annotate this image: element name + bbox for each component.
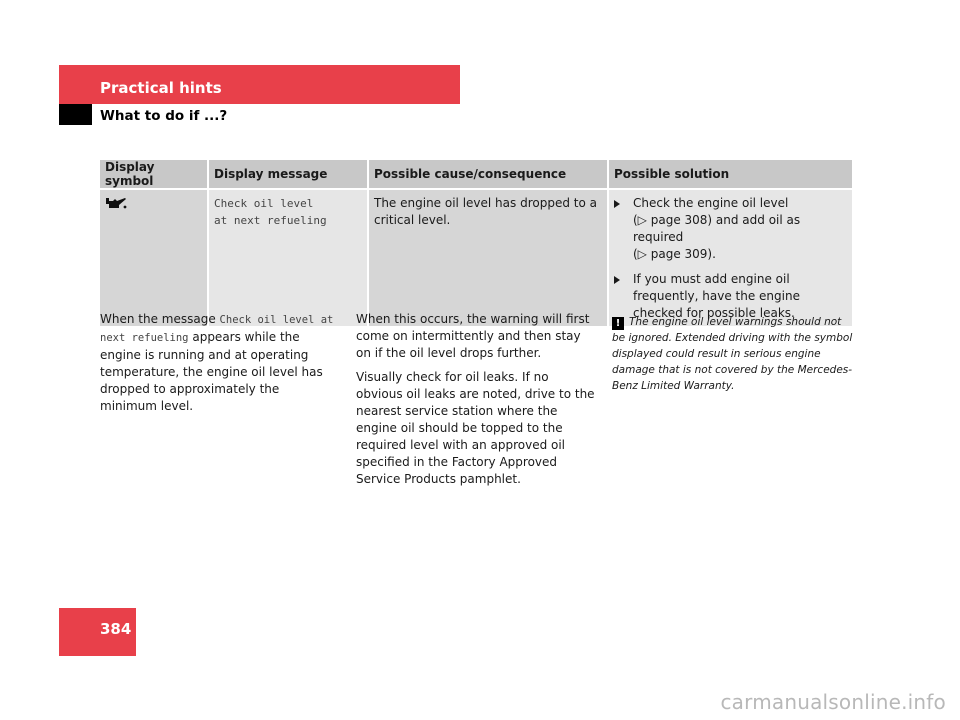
bullet-arrow-icon (614, 276, 620, 284)
inline-display-message: Check oil level at next refueling (100, 314, 334, 344)
cause-cell: The engine oil level has dropped to a critical level. (368, 189, 608, 326)
page-number: 384 (100, 620, 132, 638)
header-possible-solution: Possible solution (608, 160, 852, 189)
header-display-message: Display message (208, 160, 368, 189)
solution-item (614, 195, 847, 263)
watermark: carmanualsonline.info (720, 690, 946, 714)
left-column (100, 311, 338, 422)
header-possible-cause: Possible cause/consequence (368, 160, 608, 189)
solution-1-line-3: (▷ page 309). (633, 247, 716, 261)
warning-note (612, 314, 857, 394)
solution-1-line-2: (▷ page 308) and add oil as required (633, 213, 801, 244)
warning-text: The engine oil level warnings should not be ignored. Extended driving with the symbol displayed could result in serious engine damage that is not covered by the Mercedes-Benz Limited Warranty. (612, 316, 853, 392)
middle-paragraph-1: When this occurs, the warning will first come on intermittently and then stay on if the oil level drops further. (356, 312, 590, 360)
table-header-row (100, 160, 852, 189)
header-display-symbol: Display symbol (100, 160, 208, 189)
oil-can-icon (105, 197, 127, 216)
left-suffix: appears while the engine is running and at operating temperature, the engine oil level has dropped to approximately the minimum level. (100, 330, 323, 413)
display-symbol-cell (100, 189, 208, 326)
subsection-tab (59, 104, 92, 125)
warning-exclamation-icon: ! (612, 317, 624, 330)
solution-cell (608, 189, 852, 326)
display-message-cell (208, 189, 368, 326)
table-row (100, 189, 852, 326)
left-prefix: When the message (100, 312, 216, 326)
section-title: Practical hints (100, 79, 222, 97)
middle-paragraph-2: Visually check for oil leaks. If no obvious oil leaks are noted, drive to the nearest service station where the engine oil should be topped to the required level with an approved oil specified in the Factory Approved Service Products pamphlet. (356, 370, 595, 486)
bullet-arrow-icon (614, 200, 620, 208)
display-message-line-1: Check oil level (214, 197, 314, 210)
subsection-title: What to do if ...? (100, 108, 228, 124)
message-table (100, 160, 852, 326)
middle-column (356, 311, 596, 495)
display-message-line-2: at next refueling (214, 214, 327, 227)
solution-1-line-1: Check the engine oil level (633, 196, 789, 210)
solution-2-text: If you must add engine oil frequently, have the engine checked for possible leaks. (633, 272, 800, 320)
solution-list (614, 195, 847, 322)
left-paragraph (100, 311, 338, 415)
